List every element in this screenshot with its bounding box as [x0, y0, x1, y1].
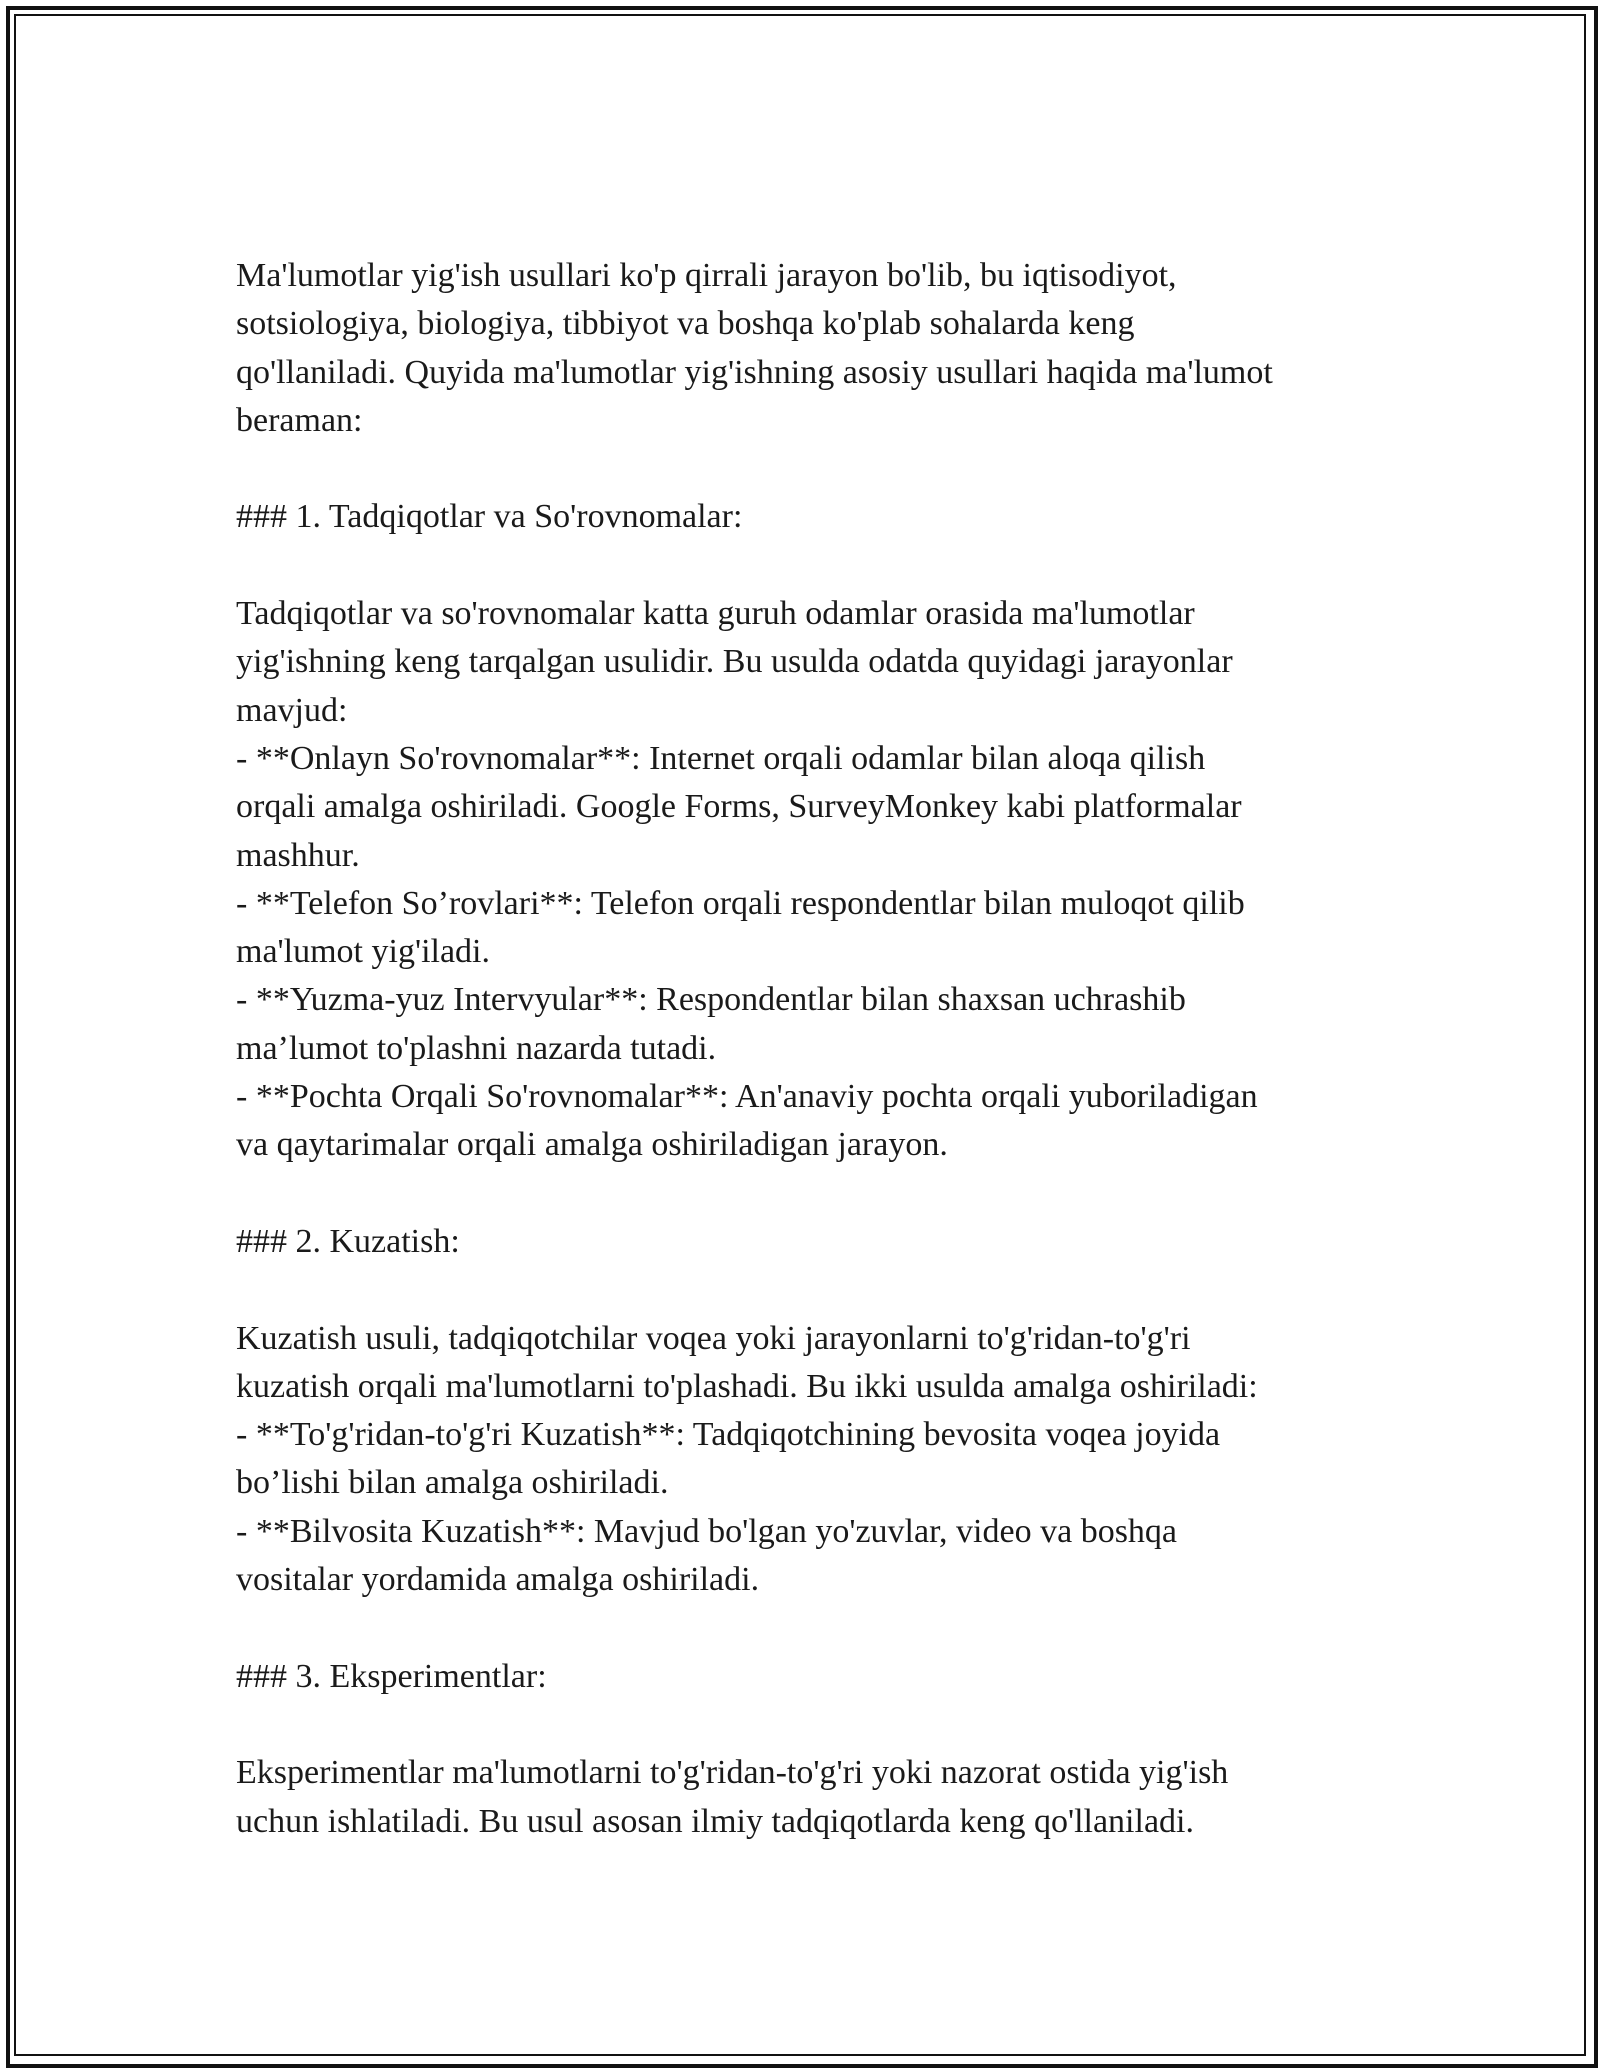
section-heading-3: ### 3. Eksperimentlar: — [236, 1657, 547, 1695]
text-line: mavjud: — [236, 691, 348, 729]
list-item-line: - **Onlayn So'rovnomalar**: Internet orqali odamlar bilan aloqa qilish — [236, 739, 1206, 777]
section-2-paragraph — [236, 1315, 1366, 1605]
spacer — [236, 542, 1366, 590]
text-line: uchun ishlatiladi. Bu usul asosan ilmiy tadqiqotlarda keng qo'llaniladi. — [236, 1802, 1194, 1840]
section-3-paragraph — [236, 1749, 1366, 1846]
list-item-line: ma’lumot to'plashni nazarda tutadi. — [236, 1029, 717, 1067]
list-item-line: - **Pochta Orqali So'rovnomalar**: An'anaviy pochta orqali yuboriladigan — [236, 1078, 1258, 1116]
list-item-line: - **To'g'ridan-to'g'ri Kuzatish**: Tadqiqotchining bevosita voqea joyida — [236, 1416, 1221, 1454]
text-line: kuzatish orqali ma'lumotlarni to'plashadi. Bu ikki usulda amalga oshiriladi: — [236, 1367, 1258, 1405]
list-item-line: mashhur. — [236, 836, 360, 874]
spacer — [236, 1604, 1366, 1652]
list-item-line: bo’lishi bilan amalga oshiriladi. — [236, 1464, 669, 1502]
spacer — [236, 1701, 1366, 1749]
text-line: beraman: — [236, 401, 363, 439]
list-item-line: ma'lumot yig'iladi. — [236, 933, 491, 971]
list-item-line: vositalar yordamida amalga oshiriladi. — [236, 1561, 760, 1599]
section-heading-2: ### 2. Kuzatish: — [236, 1222, 460, 1260]
list-item-line: - **Telefon So’rovlari**: Telefon orqali respondentlar bilan muloqot qilib — [236, 884, 1245, 922]
list-item-line: - **Yuzma-yuz Intervyular**: Respondentlar bilan shaxsan uchrashib — [236, 981, 1186, 1019]
text-line: Ma'lumotlar yig'ish usullari ko'p qirrali jarayon bo'lib, bu iqtisodiyot, — [236, 257, 1177, 294]
list-item-line: orqali amalga oshiriladi. Google Forms, SurveyMonkey kabi platformalar — [236, 788, 1242, 826]
text-line: Eksperimentlar ma'lumotlarni to'g'ridan-to'g'ri yoki nazorat ostida yig'ish — [236, 1754, 1229, 1792]
section-1-paragraph — [236, 590, 1366, 1170]
spacer — [236, 445, 1366, 493]
intro-paragraph — [236, 252, 1366, 445]
text-line: qo'llaniladi. Quyida ma'lumotlar yig'ishning asosiy usullari haqida ma'lumot — [236, 353, 1273, 391]
text-line: sotsiologiya, biologiya, tibbiyot va boshqa ko'plab sohalarda keng — [236, 305, 1135, 343]
document-body — [236, 252, 1366, 1846]
list-item-line: va qaytarimalar orqali amalga oshiriladigan jarayon. — [236, 1126, 948, 1164]
spacer — [236, 1170, 1366, 1218]
list-item-line: - **Bilvosita Kuzatish**: Mavjud bo'lgan yo'zuvlar, video va boshqa — [236, 1512, 1178, 1550]
text-line: Kuzatish usuli, tadqiqotchilar voqea yoki jarayonlarni to'g'ridan-to'g'ri — [236, 1319, 1191, 1357]
text-line: Tadqiqotlar va so'rovnomalar katta guruh odamlar orasida ma'lumotlar — [236, 595, 1195, 633]
text-line: yig'ishning keng tarqalgan usulidir. Bu usulda odatda quyidagi jarayonlar — [236, 643, 1233, 681]
section-heading-1: ### 1. Tadqiqotlar va So'rovnomalar: — [236, 498, 743, 536]
spacer — [236, 1266, 1366, 1314]
